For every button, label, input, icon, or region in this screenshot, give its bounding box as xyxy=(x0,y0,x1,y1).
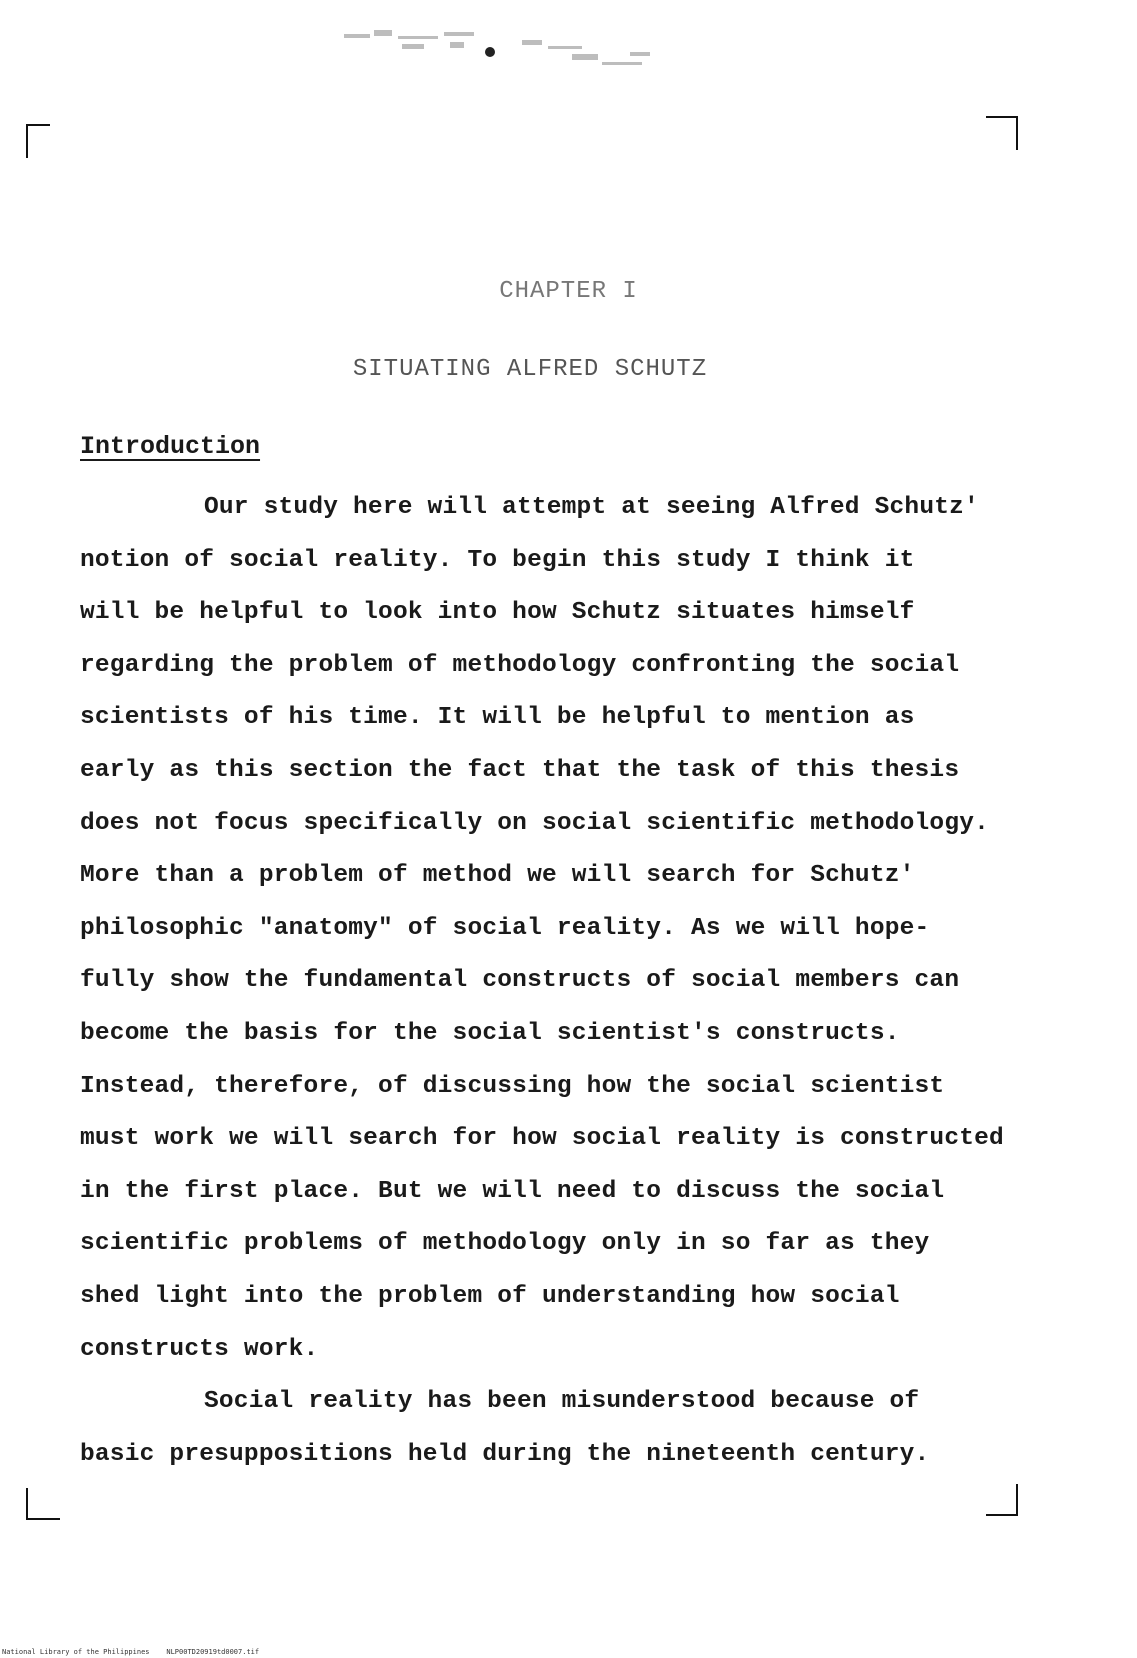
library-credit: National Library of the Philippines xyxy=(2,1648,150,1656)
text-line: scientists of his time. It will be helpful to mention as xyxy=(80,704,915,732)
text-line: More than a problem of method we will search for Schutz' xyxy=(80,862,915,890)
scan-footer xyxy=(2,1648,259,1656)
crop-mark-top-left xyxy=(26,124,50,158)
text-line: become the basis for the social scientist's constructs. xyxy=(80,1019,900,1047)
text-line: will be helpful to look into how Schutz situates himself xyxy=(80,599,915,627)
ink-smudge-mark xyxy=(340,22,710,82)
text-line: early as this section the fact that the task of this thesis xyxy=(80,756,960,784)
text-line: Our study here will attempt at seeing Alfred Schutz' xyxy=(204,494,979,521)
text-line: Instead, therefore, of discussing how the social scientist xyxy=(80,1072,945,1100)
text-line: regarding the problem of methodology confronting the social xyxy=(80,651,960,679)
chapter-heading: CHAPTER I xyxy=(499,278,638,305)
crop-mark-top-right xyxy=(986,116,1018,150)
text-line: notion of social reality. To begin this study I think it xyxy=(80,546,915,574)
text-line: does not focus specifically on social scientific methodology. xyxy=(80,809,990,837)
text-line: shed light into the problem of understanding how social xyxy=(80,1282,900,1310)
text-line: basic presuppositions held during the nineteenth century. xyxy=(80,1440,930,1468)
text-line: scientific problems of methodology only in so far as they xyxy=(80,1230,930,1258)
body-text xyxy=(80,482,1060,1481)
text-line: philosophic "anatomy" of social reality. As we will hope- xyxy=(80,914,930,942)
text-line: constructs work. xyxy=(80,1335,319,1363)
file-name: NLP00TD20919td0007.tif xyxy=(166,1648,260,1656)
text-line: must work we will search for how social reality is constructed xyxy=(80,1125,1004,1153)
text-line: in the first place. But we will need to discuss the social xyxy=(80,1177,945,1205)
section-heading: Introduction xyxy=(80,432,261,461)
text-line: fully show the fundamental constructs of social members can xyxy=(80,967,960,995)
crop-mark-bottom-left xyxy=(26,1488,60,1520)
crop-mark-bottom-right xyxy=(986,1484,1018,1516)
chapter-title: SITUATING ALFRED SCHUTZ xyxy=(352,356,708,383)
text-line: Social reality has been misunderstood because of xyxy=(204,1388,920,1416)
